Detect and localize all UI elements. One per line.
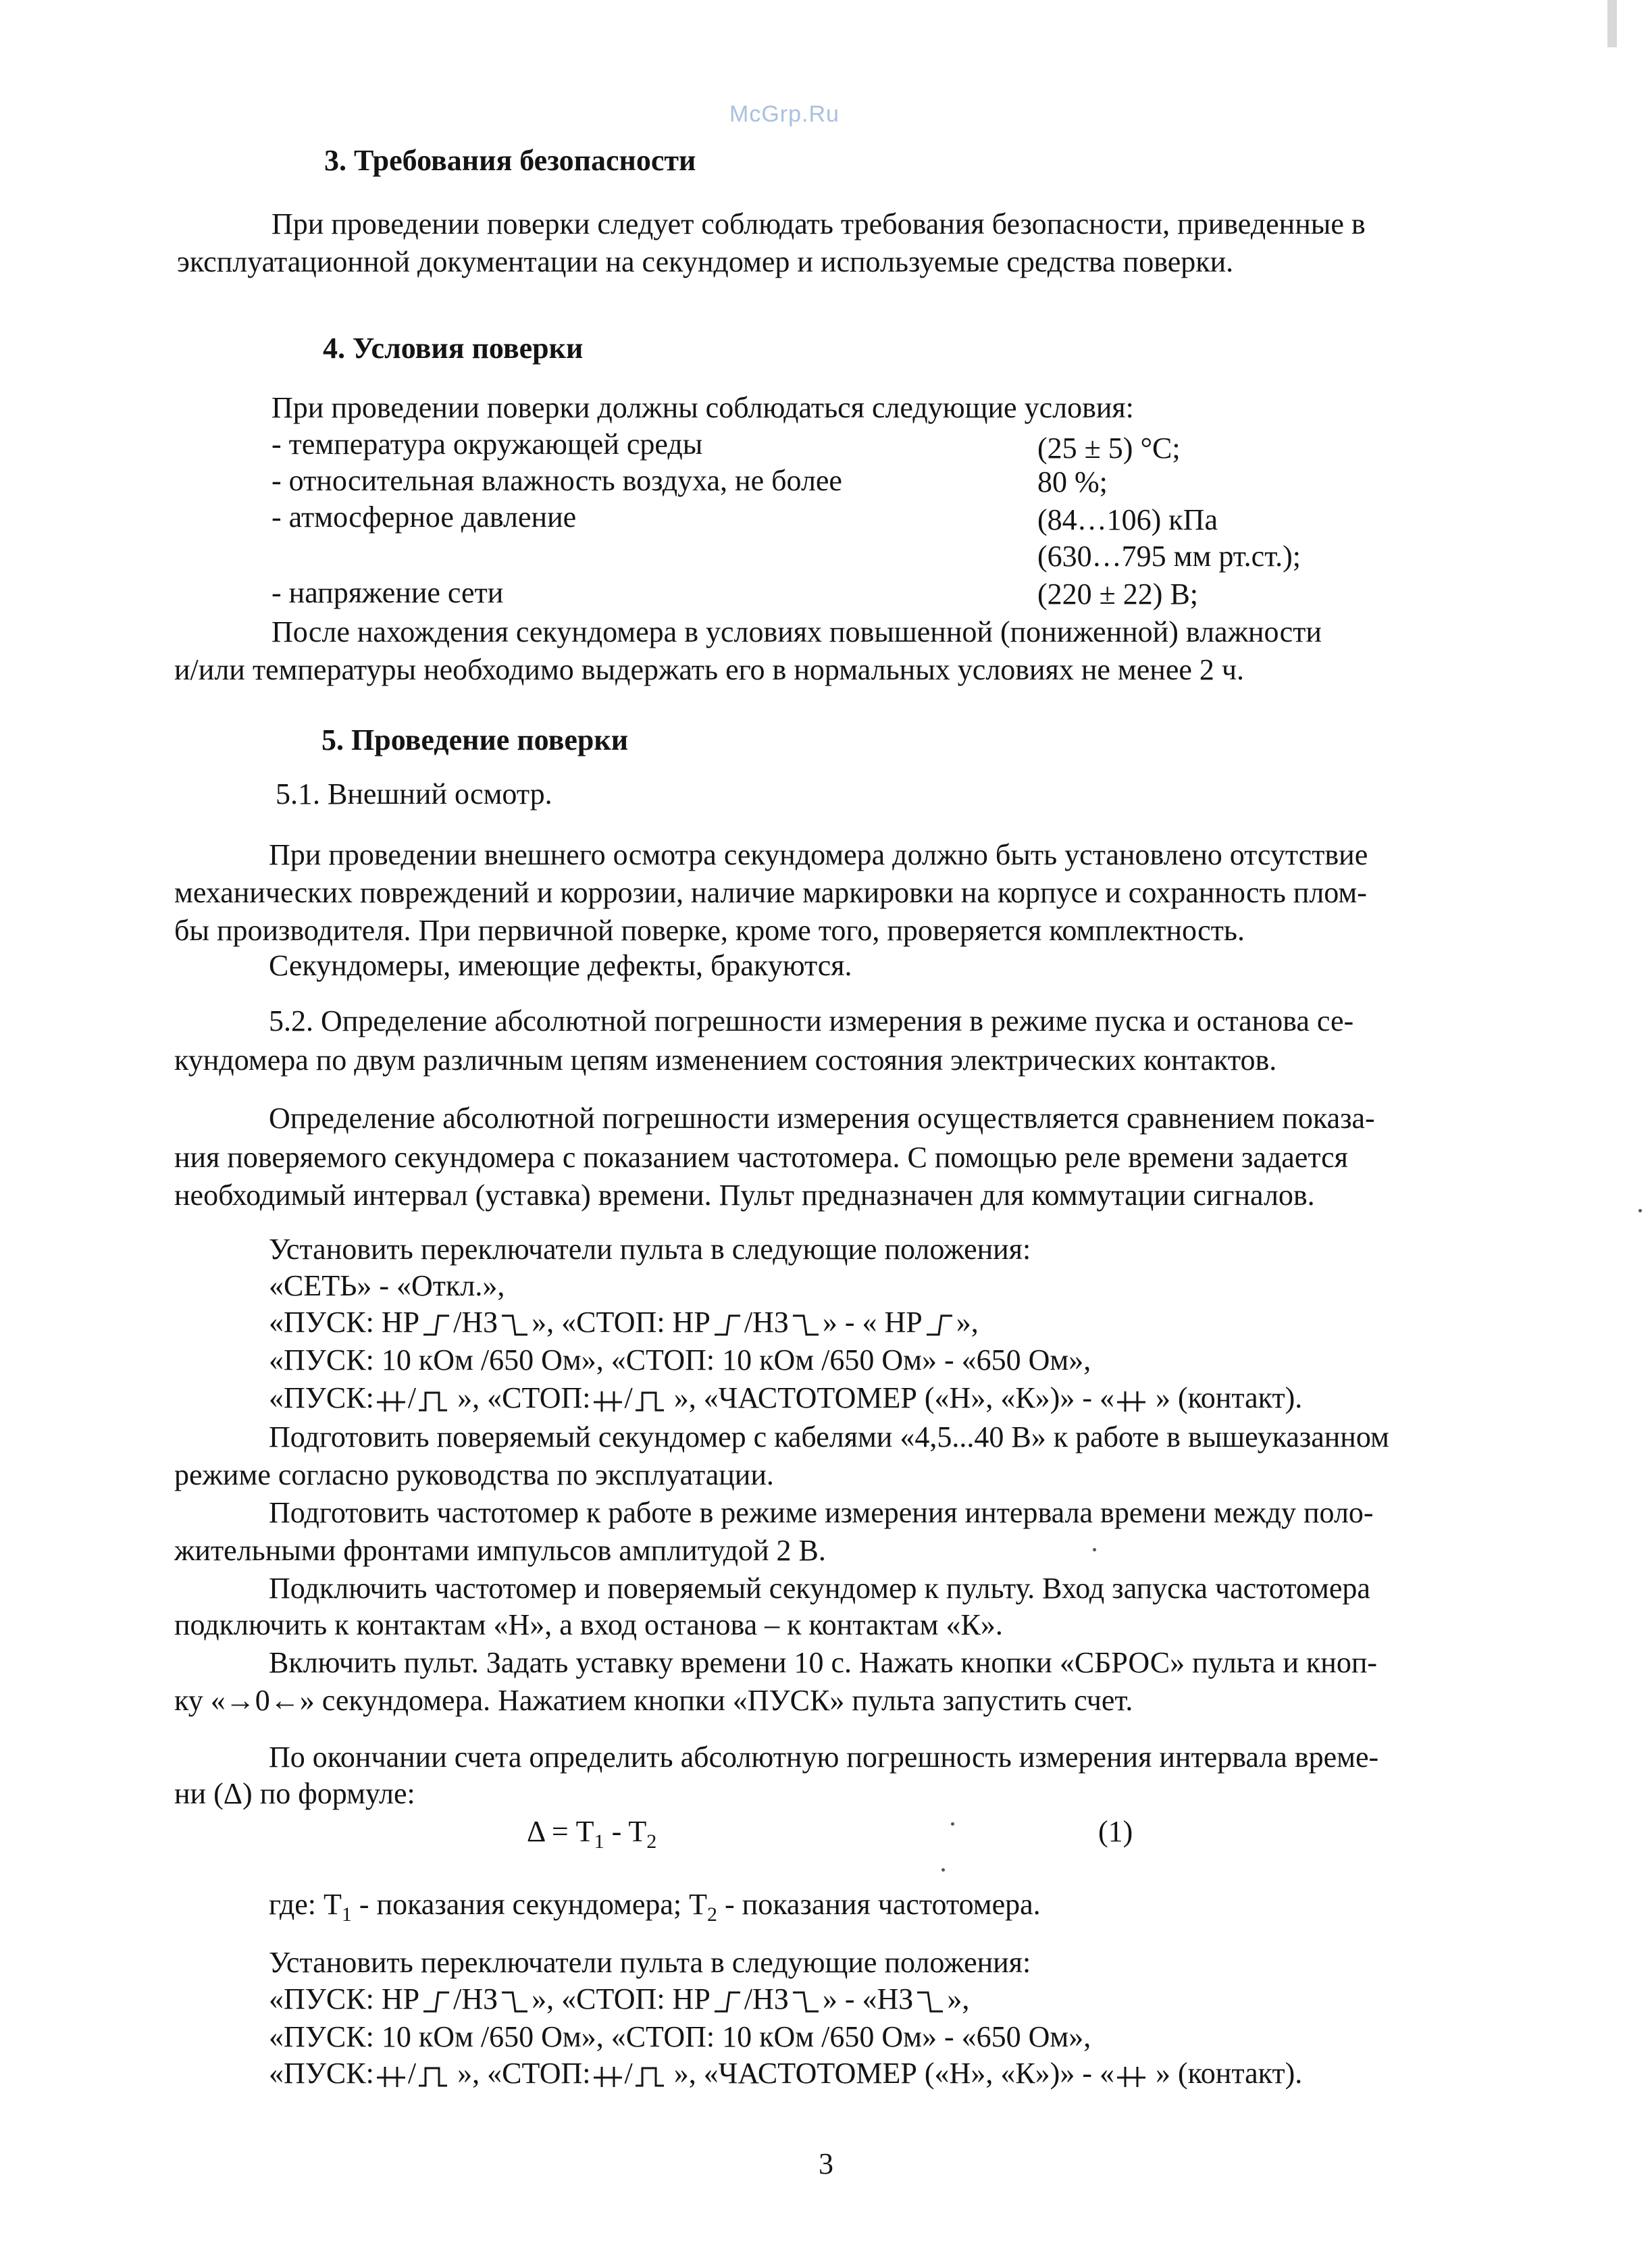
setting-text: » (контакт). — [1147, 1381, 1303, 1414]
start-line-1: Включить пульт. Задать уставку времени 10 с. Нажать кнопки «СБРОС» пульта и кноп- — [269, 1646, 1378, 1679]
setting-text: », «ЧАСТОТОМЕР («Н», «К»)» - « — [666, 1381, 1114, 1414]
rising-edge-icon — [712, 1988, 743, 2015]
setting-text: / — [624, 1381, 633, 1414]
scan-edge-mark — [1607, 0, 1617, 47]
contact-icon — [592, 2063, 623, 2090]
setting-text: /НЗ — [744, 1306, 789, 1339]
prepare-counter-line-2: жительными фронтами импульсов амплитудой 2 В. — [174, 1534, 826, 1567]
pulse-icon — [634, 2063, 665, 2090]
scan-speck — [951, 1822, 954, 1826]
switch-setup-intro: Установить переключатели пульта в следующие положения: — [269, 1233, 1031, 1266]
method-line-3: необходимый интервал (уставка) времени. Пульт предназначен для коммутации сигналов. — [174, 1179, 1315, 1212]
formula — [527, 1814, 656, 1859]
watermark: McGrp.Ru — [729, 101, 840, 127]
condition-value: (25 ± 5) °C; — [1037, 432, 1181, 465]
legend-subscript: 1 — [341, 1903, 352, 1926]
formula-text: - T — [604, 1815, 647, 1848]
section-5-heading: 5. Проведение поверки — [321, 723, 629, 756]
inspection-line-2: механических повреждений и коррозии, наличие маркировки на корпусе и сохранность плом- — [174, 876, 1367, 909]
conditions-after-line-2: и/или температуры необходимо выдержать его в нормальных условиях не менее 2 ч. — [174, 653, 1245, 686]
method-line-1: Определение абсолютной погрешности измерения осуществляется сравнением показа- — [269, 1102, 1375, 1135]
setting-text: /НЗ — [453, 1306, 498, 1339]
condition-label: - температура окружающей среды — [272, 428, 703, 461]
contact-icon — [592, 1387, 623, 1414]
start-line-2: ку «→0←» секундомера. Нажатием кнопки «ПУСК» пульта запустить счет. — [174, 1684, 1133, 1717]
page-number: 3 — [819, 2147, 833, 2180]
error-calc-line-2: ни (Δ) по формуле: — [174, 1777, 415, 1810]
legend-subscript: 2 — [707, 1903, 718, 1926]
subsection-5-2-line-1: 5.2. Определение абсолютной погрешности измерения в режиме пуска и останова се- — [269, 1004, 1354, 1037]
condition-value: (220 ± 22) В; — [1037, 577, 1199, 611]
setting-text: «ПУСК: НР — [269, 1982, 420, 2015]
switch-setup-intro-2: Установить переключатели пульта в следующие положения: — [269, 1946, 1031, 1979]
method-line-2: ния поверяемого секундомера с показанием частотомера. С помощью реле времени задается — [174, 1141, 1348, 1174]
switch-setting-contacts — [269, 1305, 979, 1340]
prepare-counter-line-1: Подготовить частотомер к работе в режиме измерения интервала времени между поло- — [269, 1496, 1374, 1529]
switch-setting-resistance-2: «ПУСК: 10 кОм /650 Ом», «СТОП: 10 кОм /650 Ом» - «650 Ом», — [269, 2020, 1091, 2053]
setting-text: / — [407, 1381, 417, 1414]
scan-speck — [1093, 1548, 1096, 1551]
setting-text: » - «НЗ — [822, 1982, 914, 2015]
rising-edge-icon — [421, 1312, 452, 1339]
falling-edge-icon — [790, 1988, 821, 2015]
falling-edge-icon — [499, 1312, 530, 1339]
setting-text: «ПУСК: НР — [269, 1306, 420, 1339]
rising-edge-icon — [421, 1988, 452, 2015]
falling-edge-icon — [790, 1312, 821, 1339]
condition-label: - относительная влажность воздуха, не более — [272, 464, 842, 497]
contact-icon — [376, 1387, 407, 1414]
setting-text: », «СТОП: — [450, 2057, 591, 2090]
setting-text: », «СТОП: — [450, 1381, 591, 1414]
subsection-5-2-line-2: кундомера по двум различным цепям изменением состояния электрических контактов. — [174, 1044, 1277, 1077]
pulse-icon — [417, 2063, 448, 2090]
scan-speck — [1638, 1209, 1642, 1212]
setting-text: / — [624, 2057, 633, 2090]
setting-text: » (контакт). — [1147, 2057, 1303, 2090]
contact-icon — [1116, 1387, 1147, 1414]
formula-subscript: 1 — [594, 1830, 604, 1853]
error-calc-line-1: По окончании счета определить абсолютную погрешность измерения интервала време- — [269, 1741, 1379, 1774]
falling-edge-icon — [914, 1988, 946, 2015]
condition-value: (84…106) кПа — [1037, 503, 1218, 536]
section-3-text-line-1: При проведении поверки следует соблюдать требования безопасности, приведенные в — [272, 207, 1366, 240]
setting-text: «ПУСК: — [269, 2057, 374, 2090]
switch-setting-mode — [269, 1381, 1302, 1416]
formula-number: (1) — [1098, 1815, 1133, 1848]
formula-legend — [269, 1887, 1041, 1932]
prepare-stopwatch-line-2: режиме согласно руководства по эксплуатации. — [174, 1458, 774, 1491]
condition-value: 80 %; — [1037, 465, 1108, 498]
conditions-intro: При проведении поверки должны соблюдаться следующие условия: — [272, 391, 1134, 424]
legend-text: где: T — [269, 1888, 342, 1921]
legend-text: - показания секундомера; T — [351, 1888, 708, 1921]
contact-icon — [376, 2063, 407, 2090]
contact-icon — [1116, 2063, 1147, 2090]
connect-line-1: Подключить частотомер и поверяемый секундомер к пульту. Вход запуска частотомера — [269, 1572, 1370, 1605]
rising-edge-icon — [924, 1312, 955, 1339]
pulse-icon — [634, 1387, 665, 1414]
setting-text: », — [947, 1982, 970, 2015]
setting-text: / — [407, 2057, 417, 2090]
falling-edge-icon — [499, 1988, 530, 2015]
setting-text: «ПУСК: — [269, 1381, 374, 1414]
switch-setting-resistance: «ПУСК: 10 кОм /650 Ом», «СТОП: 10 кОм /650 Ом» - «650 Ом», — [269, 1343, 1091, 1377]
conditions-after-line-1: После нахождения секундомера в условиях повышенной (пониженной) влажности — [272, 615, 1322, 648]
setting-text: /НЗ — [744, 1982, 789, 2015]
condition-label: - напряжение сети — [272, 576, 504, 609]
rising-edge-icon — [712, 1312, 743, 1339]
setting-text: /НЗ — [453, 1982, 498, 2015]
setting-text: », — [956, 1306, 979, 1339]
switch-setting-mode-2 — [269, 2056, 1302, 2091]
formula-text: Δ = T — [527, 1815, 594, 1848]
setting-text: », «СТОП: НР — [532, 1982, 711, 2015]
section-3-heading: 3. Требования безопасности — [324, 144, 696, 177]
scan-speck — [941, 1868, 945, 1872]
setting-text: », «ЧАСТОТОМЕР («Н», «К»)» - « — [666, 2057, 1114, 2090]
inspection-line-3: бы производителя. При первичной поверке, кроме того, проверяется комплектность. — [174, 914, 1245, 947]
section-4-heading: 4. Условия поверки — [323, 332, 584, 365]
switch-setting-contacts-2 — [269, 1982, 969, 2017]
defects-note: Секундомеры, имеющие дефекты, бракуются. — [269, 949, 852, 982]
setting-text: », «СТОП: НР — [532, 1306, 711, 1339]
setting-text: » - « НР — [822, 1306, 923, 1339]
pulse-icon — [417, 1387, 448, 1414]
section-3-text-line-2: эксплуатационной документации на секундомер и используемые средства поверки. — [177, 245, 1234, 278]
inspection-line-1: При проведении внешнего осмотра секундомера должно быть установлено отсутствие — [269, 838, 1368, 871]
subsection-5-1: 5.1. Внешний осмотр. — [276, 777, 552, 811]
condition-value: (630…795 мм рт.ст.); — [1037, 540, 1301, 573]
formula-subscript: 2 — [646, 1830, 657, 1853]
condition-label: - атмосферное давление — [272, 500, 577, 534]
legend-text: - показания частотомера. — [717, 1888, 1041, 1921]
switch-setting-network: «СЕТЬ» - «Откл.», — [269, 1269, 505, 1302]
prepare-stopwatch-line-1: Подготовить поверяемый секундомер с кабелями «4,5...40 В» к работе в вышеуказанном — [269, 1420, 1389, 1453]
connect-line-2: подключить к контактам «Н», а вход останова – к контактам «К». — [174, 1608, 1003, 1641]
